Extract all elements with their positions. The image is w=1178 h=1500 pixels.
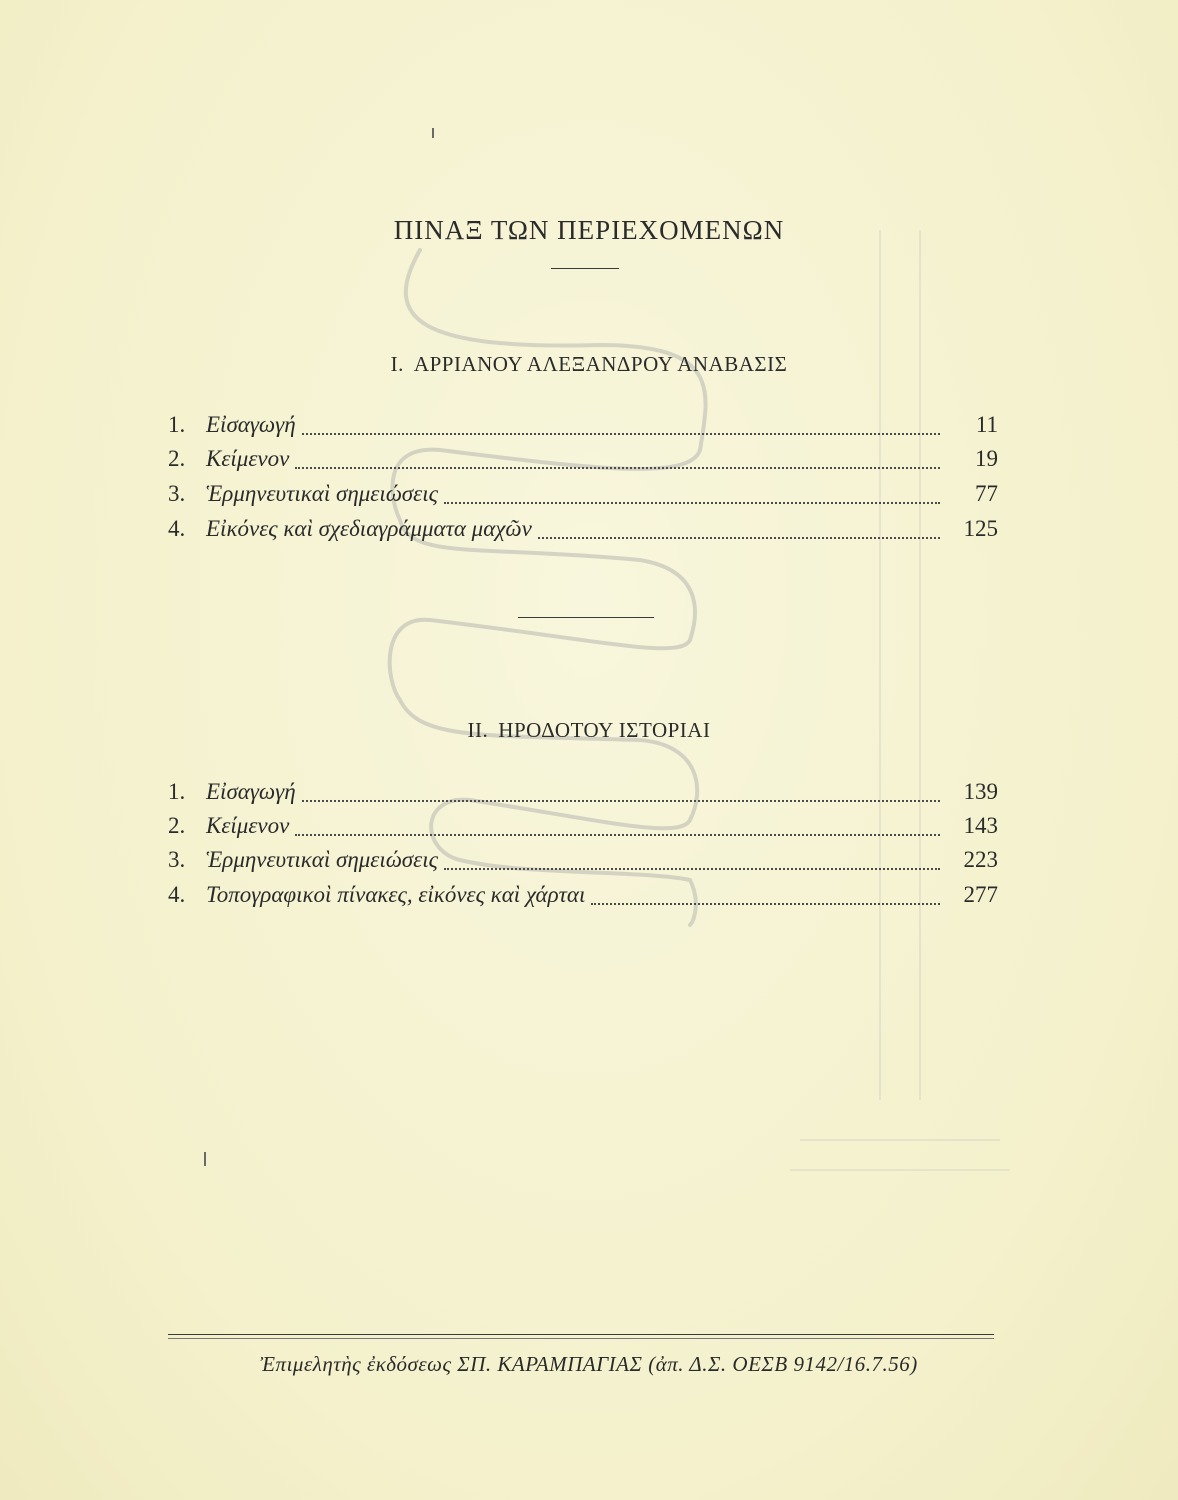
section-title: ΗΡΟΔΟΤΟΥ ΙΣΤΟΡΙΑΙ xyxy=(498,718,711,742)
toc-entry[interactable] xyxy=(168,516,998,548)
page-title: ΠΙΝΑΞ ΤΩΝ ΠΕΡΙΕΧΟΜΕΝΩΝ xyxy=(393,215,785,245)
entry-label: Εἰσαγωγή xyxy=(206,779,296,804)
section-divider xyxy=(518,617,654,618)
toc-entry[interactable] xyxy=(168,412,998,444)
entry-label: Κείμενον xyxy=(206,446,290,471)
footer-rule xyxy=(168,1338,994,1339)
entry-number: 1. xyxy=(168,412,186,437)
margin-mark xyxy=(432,128,434,138)
entry-number: 2. xyxy=(168,446,186,471)
dot-leader xyxy=(295,834,940,836)
toc-entry[interactable] xyxy=(168,847,998,879)
entry-number: 1. xyxy=(168,779,186,804)
entry-number: 3. xyxy=(168,481,186,506)
entry-number: 3. xyxy=(168,847,186,872)
entry-page: 143 xyxy=(963,813,998,838)
footer-rule xyxy=(168,1334,994,1335)
entry-page: 19 xyxy=(975,446,998,471)
title-rule xyxy=(551,268,619,269)
entry-page: 277 xyxy=(963,882,998,907)
toc-entry[interactable] xyxy=(168,813,998,845)
entry-page: 139 xyxy=(963,779,998,804)
entry-number: 2. xyxy=(168,813,186,838)
section-number: I. xyxy=(390,352,404,376)
margin-mark xyxy=(204,1152,206,1166)
dot-leader xyxy=(591,903,940,905)
dot-leader xyxy=(444,502,940,504)
section-heading xyxy=(0,718,1178,743)
section-heading xyxy=(0,352,1178,377)
entry-page: 11 xyxy=(975,412,998,437)
toc-entry[interactable] xyxy=(168,779,998,811)
entry-label: Κείμενον xyxy=(206,813,290,838)
entry-label: Ἑρμηνευτικαὶ σημειώσεις xyxy=(206,481,438,506)
entry-label: Εἰσαγωγή xyxy=(206,412,296,437)
publisher-note: Ἐπιμελητὴς ἐκδόσεως ΣΠ. ΚΑΡΑΜΠΑΓΙΑΣ (ἀπ. Δ.Σ. ΟΕΣΒ 9142/16.7.56) xyxy=(260,1352,918,1376)
entry-label: Ἑρμηνευτικαὶ σημειώσεις xyxy=(206,847,438,872)
dot-leader xyxy=(302,800,940,802)
entry-page: 77 xyxy=(975,481,998,506)
entry-label: Τοπογραφικοὶ πίνακες, εἰκόνες καὶ χάρται xyxy=(206,882,586,907)
entry-number: 4. xyxy=(168,516,186,541)
section-number: II. xyxy=(467,718,489,742)
toc-entry[interactable] xyxy=(168,481,998,513)
section-title: ΑΡΡΙΑΝΟΥ ΑΛΕΞΑΝΔΡΟΥ ΑΝΑΒΑΣΙΣ xyxy=(413,352,788,376)
dot-leader xyxy=(444,868,940,870)
dot-leader xyxy=(302,433,940,435)
dot-leader xyxy=(538,537,940,539)
entry-number: 4. xyxy=(168,882,186,907)
entry-page: 125 xyxy=(963,516,998,541)
toc-entry[interactable] xyxy=(168,446,998,478)
dot-leader xyxy=(295,467,940,469)
entry-label: Εἰκόνες καὶ σχεδιαγράμματα μαχῶν xyxy=(206,516,532,541)
entry-page: 223 xyxy=(963,847,998,872)
toc-entry[interactable] xyxy=(168,882,998,914)
